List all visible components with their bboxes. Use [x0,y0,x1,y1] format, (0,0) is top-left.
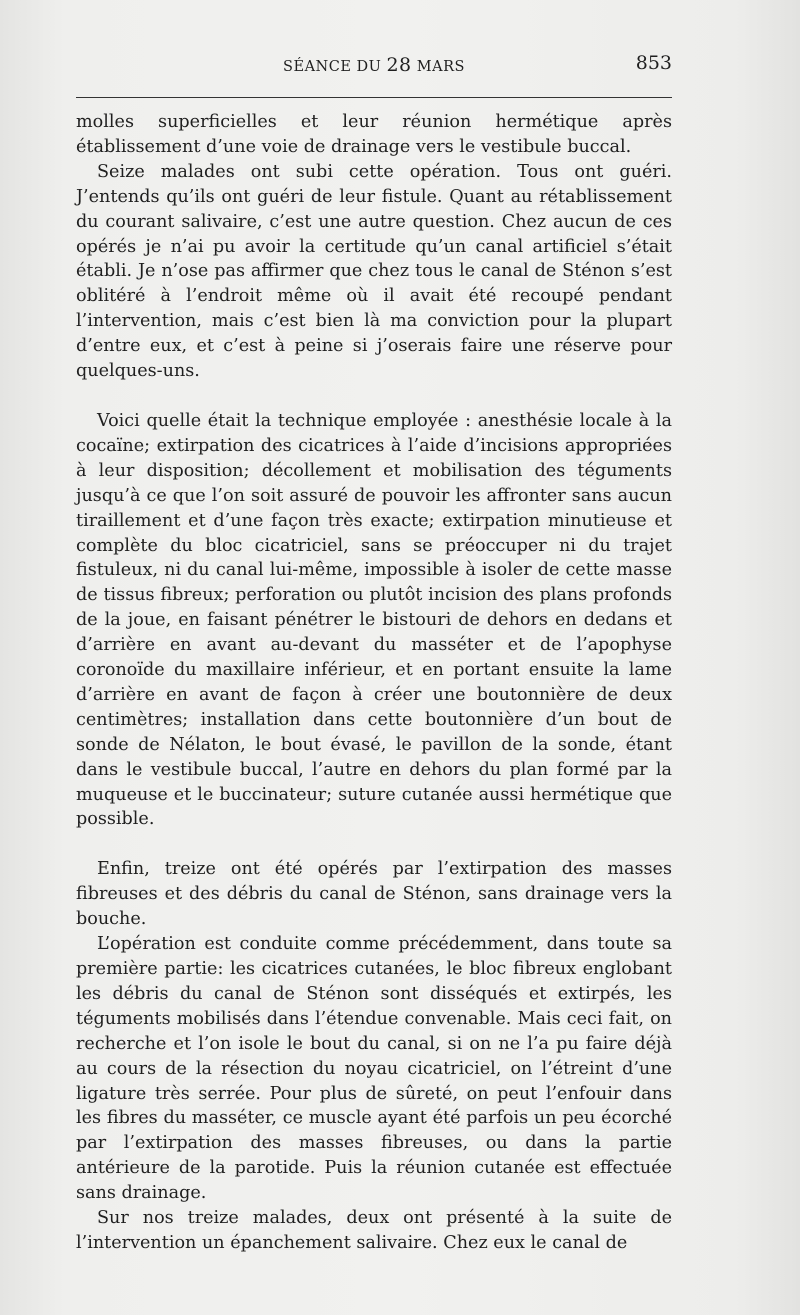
paragraph-operation: L’opération est conduite comme précédemment, dans toute sa première partie: les cicatrices cutanées, le bloc fibreux englobant les débris du canal de Sténon sont disséqués et extirpés, les téguments mobilisés dans l’étendue convenable. Mais ceci fait, on recherche et l’on isole le bout du canal, si on ne l’a pu faire déjà au cours de la résection du noyau cicatriciel, on l’étreint d’une ligature très serrée. Pour plus de sûreté, on peut l’enfouir dans les fibres du masséter, ce muscle ayant été parfois un peu écorché par l’extirpation des masses fibreuses, ou dans la partie antérieure de la parotide. Puis la réunion cutanée est effectuée sans drainage. [76,934,672,1204]
running-title [76,54,672,76]
paragraph-treize-operes: Enfin, treize ont été opérés par l’extirpation des masses fibreuses et des débris du canal de Sténon, sans drainage vers la bouche. [76,859,672,930]
page-header [76,50,672,90]
paragraph-seize-malades: Seize malades ont subi cette opération. Tous ont guéri. J’entends qu’ils ont guéri de leur fistule. Quant au rétablissement du courant salivaire, c’est une autre question. Chez aucun de ces opérés je n’ai pu avoir la certitude qu’un canal artificiel s’était établi. Je n’ose pas affirmer que chez tous le canal de Sténon s’est oblitéré à l’endroit même où il avait été recoupé pendant l’intervention, mais c’est bien là ma conviction pour la plupart d’entre eux, et c’est à peine si j’oserais faire une réserve pour quelques-uns. [76,161,672,382]
body-text [76,110,672,1256]
running-title-day: 28 [386,54,412,76]
paragraph-treize-malades: Sur nos treize malades, deux ont présenté à la suite de l’intervention un épanchement salivaire. Chez eux le canal de [76,1208,672,1253]
paragraph-continuation: molles superficielles et leur réunion hermétique après établissement d’une voie de drainage vers le vestibule buccal. [76,112,672,157]
paragraph-technique: Voici quelle était la technique employée : anesthésie locale à la cocaïne; extirpation des cicatrices à l’aide d’incisions appropriées à leur disposition; décollement et mobilisation des téguments jusqu’à ce que l’on soit assuré de pouvoir les affronter sans aucun tiraillement et d’une façon très exacte; extirpation minutieuse et complète du bloc cicatriciel, sans se préoccuper ni du trajet fistuleux, ni du canal lui-même, impossible à isoler de cette masse de tissus fibreux; perforation ou plutôt incision des plans profonds de la joue, en faisant pénétrer le bistouri de dehors en dedans et d’arrière en avant au-devant du masséter et de l’apophyse coronoïde du maxillaire inférieur, et en portant ensuite la lame d’arrière en avant de façon à créer une boutonnière de deux centimètres; installation dans cette boutonnière d’un bout de sonde de Nélaton, le bout évasé, le pavillon de la sonde, étant dans le vestibule buccal, l’autre en dehors du plan formé par la muqueuse et le buccinateur; suture cutanée aussi hermétique que possible. [76,410,672,830]
running-title-prefix: SÉANCE DU [283,59,382,75]
page-number: 853 [635,52,672,74]
header-rule [76,97,672,98]
running-title-month: MARS [416,59,465,75]
